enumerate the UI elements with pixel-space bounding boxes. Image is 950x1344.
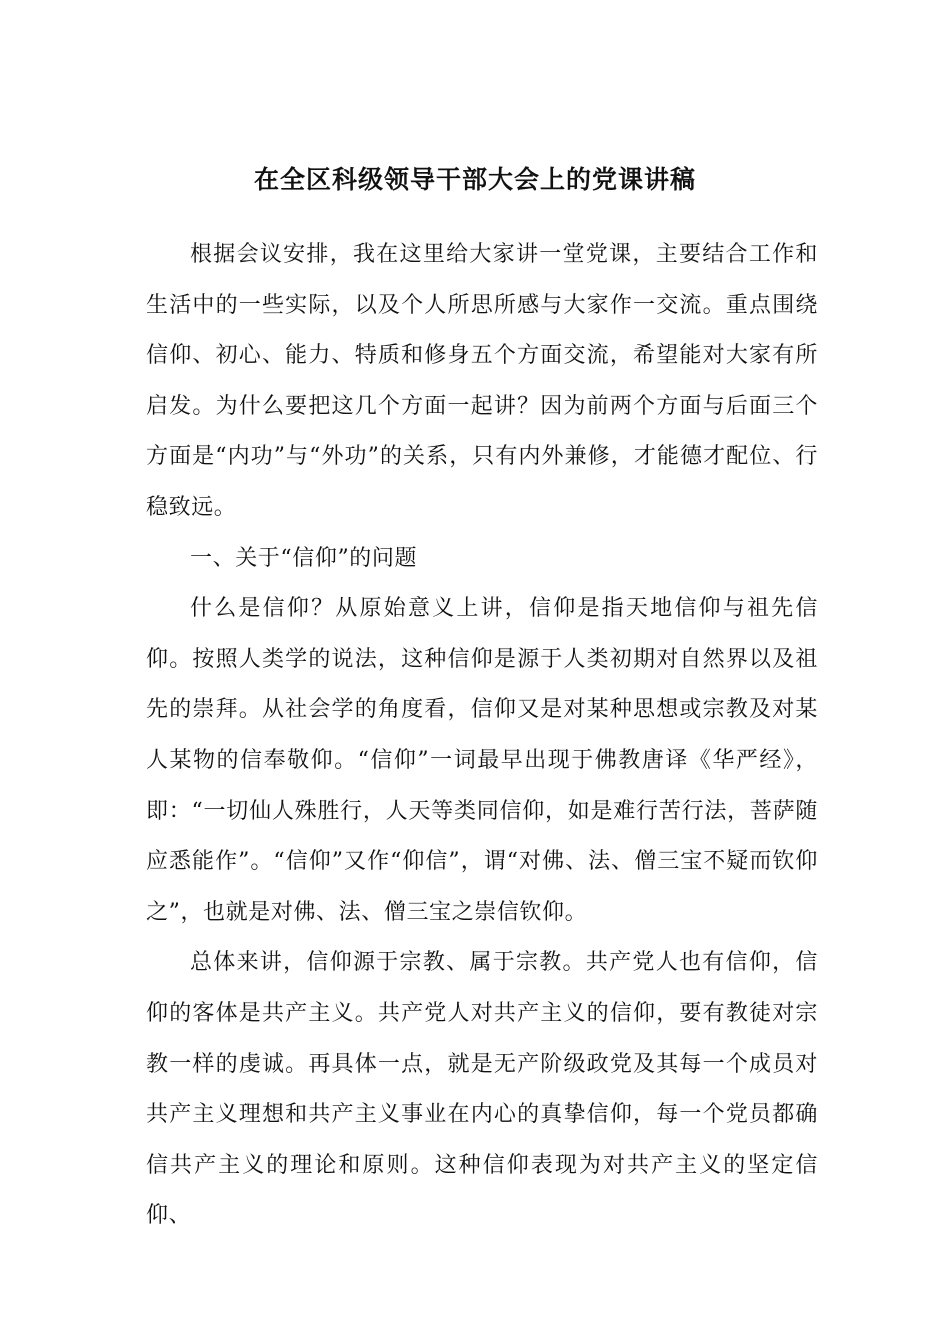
document-title: 在全区科级领导干部大会上的党课讲稿: [253, 165, 696, 194]
section-heading-faith: 一、关于“信仰”的问题: [190, 545, 418, 571]
paragraph-faith-summary: 总体来讲，信仰源于宗教、属于宗教。共产党人也有信仰，信仰的客体是共产主义。共产党人对共产主义的信仰，要有教徒对宗教一样的虔诚。再具体一点，就是无产阶级政党及其每一个成员对共产主义理想和共产主义事业在内心的真挚信仰，每一个党员都确信共产主义的理论和原则。这种信仰表现为对共产主义的坚定信仰、: [146, 950, 818, 1229]
paragraph-faith-definition: 什么是信仰？从原始意义上讲，信仰是指天地信仰与祖先信仰。按照人类学的说法，这种信仰是源于人类初期对自然界以及祖先的崇拜。从社会学的角度看，信仰又是对某种思想或宗教及对某人某物的信奉敬仰。“信仰”一词最早出现于佛教唐译《华严经》，即：“一切仙人殊胜行，人天等类同信仰，如是难行苦行法，菩萨随应悉能作”。“信仰”又作“仰信”，谓“对佛、法、僧三宝不疑而钦仰之”，也就是对佛、法、僧三宝之崇信钦仰。: [146, 596, 818, 925]
document-body: [146, 230, 818, 1242]
paragraph-intro: 根据会议安排，我在这里给大家讲一堂党课，主要结合工作和生活中的一些实际，以及个人所思所感与大家作一交流。重点围绕信仰、初心、能力、特质和修身五个方面交流，希望能对大家有所启发。为什么要把这几个方面一起讲？因为前两个方面与后面三个方面是“内功”与“外功”的关系，只有内外兼修，才能德才配位、行稳致远。: [146, 242, 818, 520]
